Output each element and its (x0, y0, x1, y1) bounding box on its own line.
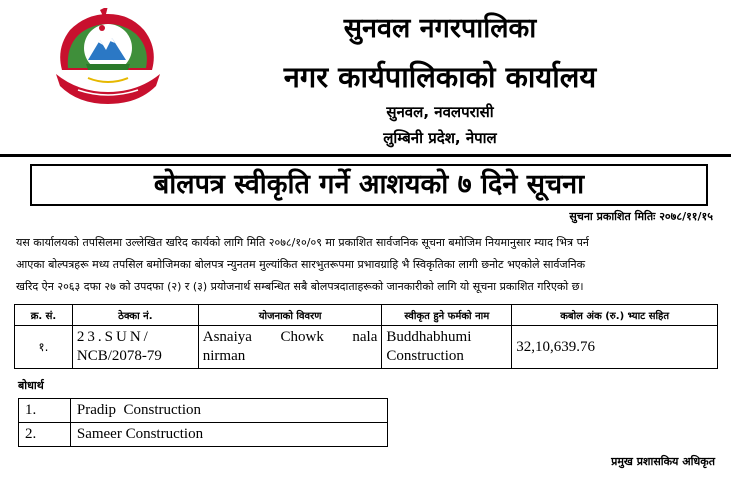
col-header-contract-no: ठेक्का नं. (72, 305, 198, 326)
bodhartha-name: Pradip Construction (70, 399, 387, 423)
address-line-2: लुम्बिनी प्रदेश, नेपाल (383, 129, 497, 147)
table-row (15, 326, 718, 369)
notice-title: बोलपत्र स्वीकृति गर्ने आशयको ७ दिने सूचना (153, 169, 585, 200)
col-header-description: योजनाको विवरण (198, 305, 382, 326)
col-header-firm: स्वीकृत हुने फर्मको नाम (382, 305, 512, 326)
notice-body-line: आएका बोल्पत्रहरू मध्य तपसिल बमोजिमका बोलपत्र न्युनतम मुल्यांकित सारभुतरूपमा प्रभावग्राहि भै स्विकृतिका लागी छनोट भएकोले सार्वजनिक (16, 258, 586, 271)
nepal-government-emblem-icon (48, 8, 166, 112)
table-row (19, 399, 388, 423)
address-line-1: सुनवल, नवलपरासी (386, 103, 494, 121)
cell-amount: 32,10,639.76 (512, 326, 718, 369)
notice-body-line: यस कार्यालयको तपसिलमा उल्लेखित खरिद कार्यको लागि मिति २०७८/१०/०९ मा प्रकाशित सार्वजनिक सूचना बमोजिम नियमानुसार म्याद भित्र पर्न (16, 236, 589, 249)
published-date: सुचना प्रकाशित मितिः २०७८/११/१५ (569, 210, 713, 223)
cell-description (198, 326, 382, 369)
office-subtitle: नगर कार्यपालिकाको कार्यालय (283, 60, 597, 94)
col-header-amount: कबोल अंक (रु.) भ्याट सहित (512, 305, 718, 326)
description-line-1: Asnaiya Chowk nala (202, 329, 378, 345)
contract-no-line-1: 23.SUN/ (76, 329, 151, 345)
notice-body-line: खरिद ऐन २०६३ दफा २७ को उपदफा (२) र (३) प्रयोजनार्थ सम्बन्धित सबै बोलपत्रदाताहरूको जानकारीको लागि यो सूचना प्रकाशित गरिएको छ। (16, 280, 584, 293)
office-title: सुनवल नगरपालिका (343, 13, 537, 44)
contract-no-line-2: NCB/2078-79 (76, 348, 162, 364)
cell-sn: १. (15, 326, 73, 369)
bodhartha-table (18, 398, 388, 447)
table-header-row (15, 305, 718, 326)
firm-line-1: Buddhabhumi (386, 329, 472, 345)
bodhartha-sn: 2. (19, 423, 71, 447)
tender-table (14, 304, 718, 369)
cell-contract-no (72, 326, 198, 369)
header-divider (0, 154, 731, 157)
signatory-title: प्रमुख प्रशासकिय अधिकृत (611, 455, 715, 468)
notice-body (16, 232, 716, 298)
bodhartha-sn: 1. (19, 399, 71, 423)
description-line-2: nirman (202, 348, 246, 364)
table-row (19, 423, 388, 447)
bodhartha-label: बोधार्थ (18, 379, 44, 392)
cell-firm (382, 326, 512, 369)
firm-line-2: Construction (386, 348, 464, 364)
bodhartha-name: Sameer Construction (70, 423, 387, 447)
col-header-sn: क्र. सं. (15, 305, 73, 326)
